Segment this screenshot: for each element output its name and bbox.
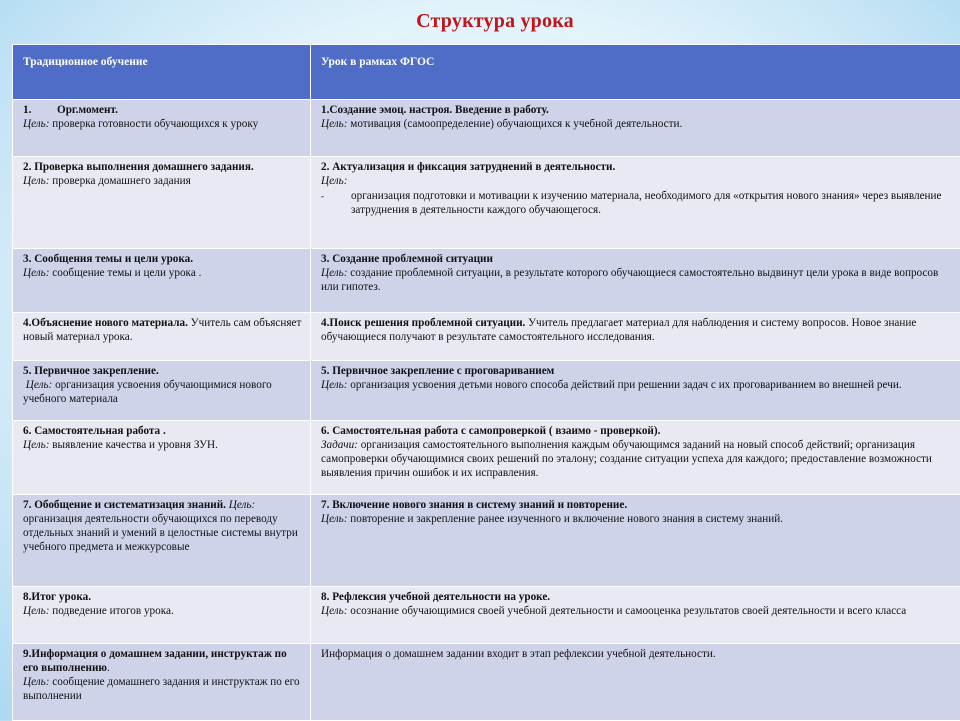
stage-title: 8.Итог урока. <box>23 590 302 604</box>
stage-number: 1. <box>23 103 57 117</box>
stage-title: 7. Обобщение и систематизация знаний. <box>23 499 226 511</box>
stage-title: 2. Проверка выполнения домашнего задания. <box>23 160 302 174</box>
goal-label: Цель: <box>321 379 347 391</box>
goal-label: Цель: <box>23 267 49 279</box>
goal-text: проверка домашнего задания <box>49 175 190 187</box>
slide-title: Структура урока <box>0 10 960 33</box>
fgos-cell <box>311 644 960 721</box>
table-row <box>13 100 960 157</box>
fgos-cell <box>311 249 960 313</box>
traditional-cell <box>13 495 311 587</box>
goal-label: Цель: <box>321 174 952 188</box>
fgos-cell <box>311 421 960 495</box>
header-traditional: Традиционное обучение <box>13 45 311 100</box>
stage-title: 5. Первичное закрепление. <box>23 364 302 378</box>
stage-title: 5. Первичное закрепление с проговариванием <box>321 364 952 378</box>
table-row <box>13 495 960 587</box>
goal-label: Цель: <box>321 267 347 279</box>
fgos-cell <box>311 361 960 421</box>
traditional-cell <box>13 249 311 313</box>
goal-label: Цель: <box>23 118 49 130</box>
fgos-cell <box>311 157 960 249</box>
goal-text: сообщение домашнего задания и инструктаж по его выполнении <box>23 676 300 702</box>
goal-label: Цель: <box>23 605 49 617</box>
goal-text: организация подготовки и мотивации к изучению материала, необходимого для «открытия нового знания» через выявление затруднения в деятельности каждого обучающегося. <box>351 189 952 217</box>
fgos-cell <box>311 587 960 644</box>
table-row <box>13 361 960 421</box>
table-row <box>13 313 960 361</box>
table-row <box>13 587 960 644</box>
goal-text: повторение и закрепление ранее изученного и включение нового знания в систему знаний. <box>347 513 783 525</box>
goal-text: подведение итогов урока. <box>49 605 173 617</box>
stage-title: 8. Рефлексия учебной деятельности на уроке. <box>321 590 952 604</box>
traditional-cell <box>13 587 311 644</box>
stage-title-tail: . <box>107 662 110 674</box>
goal-text: организация усвоения детьми нового способа действий при решении задач с их проговариванием во внешней речи. <box>347 379 901 391</box>
goal-text: организация усвоения обучающимися нового учебного материала <box>23 379 272 405</box>
table-row <box>13 249 960 313</box>
goal-label: Цель: <box>321 605 347 617</box>
stage-text: Информация о домашнем задании входит в этап рефлексии учебной деятельности. <box>321 647 952 661</box>
stage-text: Учитель предлагает материал для наблюдения и систему вопросов. Новое знание обучающиеся получают в результате самостоятельного исследования. <box>321 317 916 343</box>
goal-text: проверка готовности обучающихся к уроку <box>49 118 258 130</box>
tasks-text: организация самостоятельного выполнения каждым обучающимся заданий на новый способ действий; организация самопроверки обучающимися своих решений по эталону; создание ситуации успеха для каждого; предоставление возможности выявления причин ошибок и их исправления. <box>321 439 932 479</box>
goal-bullet <box>321 189 952 217</box>
stage-text: Учитель сам объясняет новый материал урока. <box>23 317 301 343</box>
traditional-cell <box>13 157 311 249</box>
tasks-label: Задачи: <box>321 439 358 451</box>
stage-title: 9.Информация о домашнем задании, инструктаж по его выполнению <box>23 648 287 674</box>
goal-label: Цель: <box>23 676 49 688</box>
goal-text: осознание обучающимися своей учебной деятельности и самооценка результатов своей деятельности и всего класса <box>347 605 906 617</box>
fgos-cell <box>311 495 960 587</box>
traditional-cell <box>13 361 311 421</box>
stage-title: 4.Объяснение нового материала. <box>23 317 188 329</box>
stage-title: 3. Сообщения темы и цели урока. <box>23 252 302 266</box>
goal-text: создание проблемной ситуации, в результате которого обучающиеся самостоятельно выдвинут цели урока в виде вопросов или гипотез. <box>321 267 938 293</box>
goal-label: Цель: <box>23 175 49 187</box>
stage-title: 7. Включение нового знания в систему знаний и повторение. <box>321 498 952 512</box>
traditional-cell <box>13 644 311 721</box>
fgos-cell <box>311 100 960 157</box>
header-fgos: Урок в рамках ФГОС <box>311 45 960 100</box>
stage-title: 3. Создание проблемной ситуации <box>321 252 952 266</box>
stage-title: Орг.момент. <box>57 104 118 116</box>
traditional-cell <box>13 313 311 361</box>
stage-title: 6. Самостоятельная работа . <box>23 424 302 438</box>
goal-label: Цель: <box>321 513 347 525</box>
fgos-cell <box>311 313 960 361</box>
goal-label: Цель: <box>321 118 347 130</box>
goal-text: организация деятельности обучающихся по переводу отдельных знаний и умений в целостные системы внутри учебного предмета и межкурсовые <box>23 513 298 553</box>
stage-title: 2. Актуализация и фиксация затруднений в деятельности. <box>321 160 952 174</box>
goal-label: Цель: <box>26 379 52 391</box>
goal-label: Цель: <box>23 439 49 451</box>
bullet-mark: - <box>321 189 351 217</box>
goal-text: сообщение темы и цели урока . <box>49 267 201 279</box>
stage-title: 4.Поиск решения проблемной ситуации. <box>321 317 525 329</box>
traditional-cell <box>13 421 311 495</box>
table-row <box>13 157 960 249</box>
goal-text: мотивация (самоопределение) обучающихся к учебной деятельности. <box>347 118 682 130</box>
traditional-cell <box>13 100 311 157</box>
goal-label: Цель: <box>229 499 255 511</box>
table-row <box>13 644 960 721</box>
table-row <box>13 421 960 495</box>
goal-text: выявление качества и уровня ЗУН. <box>49 439 217 451</box>
stage-title: 6. Самостоятельная работа с самопроверкой ( взаимо - проверкой). <box>321 424 952 438</box>
lesson-structure-table <box>12 44 960 721</box>
stage-title: 1.Создание эмоц. настроя. Введение в работу. <box>321 103 952 117</box>
